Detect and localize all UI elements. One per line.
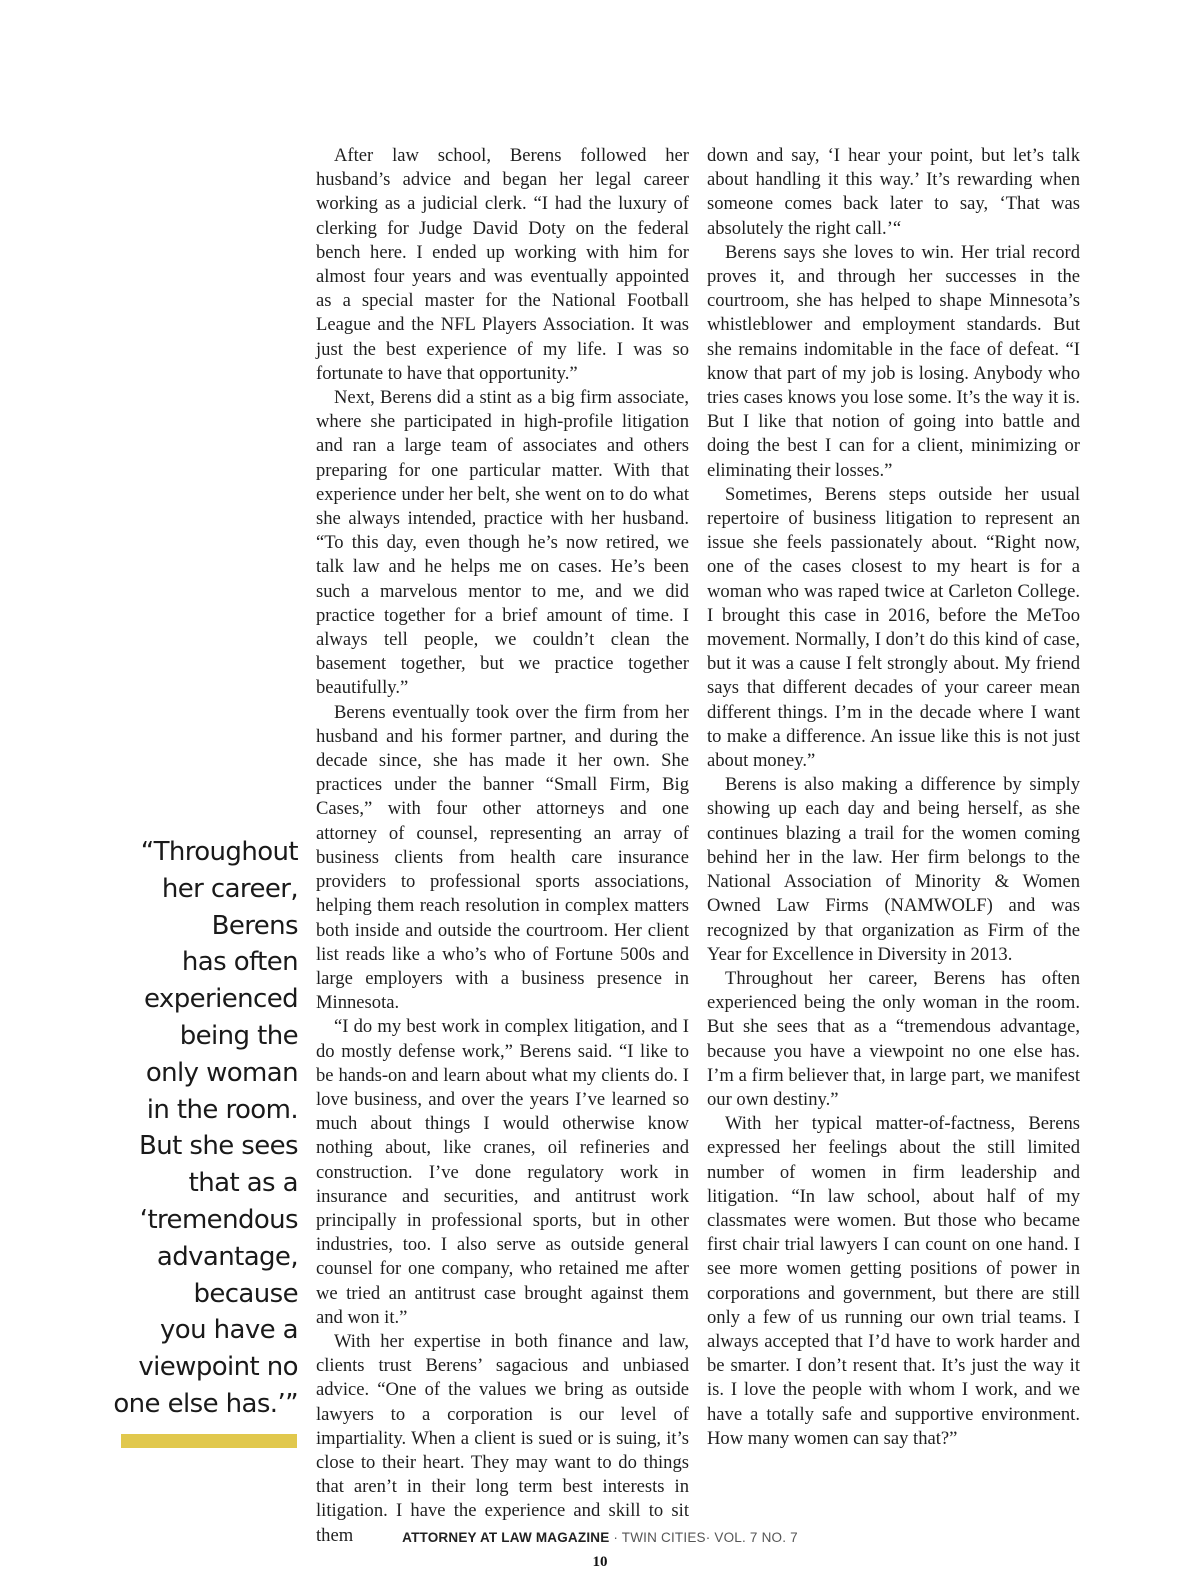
page-footer [0, 1530, 1200, 1545]
pull-quote-line: But she sees [139, 1131, 298, 1162]
magazine-name: ATTORNEY AT LAW MAGAZINE [402, 1530, 610, 1545]
footer-separator: · [705, 1530, 715, 1545]
pull-quote-line: in the room. [146, 1094, 298, 1125]
pull-quote-line: her career, [161, 873, 298, 904]
pull-quote-line: one else has.’” [113, 1388, 298, 1419]
volume-number: VOL. 7 NO. 7 [714, 1530, 798, 1545]
pull-quote-line: being the [179, 1020, 298, 1051]
footer-separator: · [609, 1530, 622, 1545]
pull-quote-line: “Throughout [140, 837, 298, 867]
pull-quote-line: viewpoint no [138, 1352, 298, 1383]
article-paragraph: Berens says she loves to win. Her trial record proves it, and through her successes in the courtroom, she has helped to shape Minnesota’s whistleblower and employment standards. But she remains indomitable in the face of defeat. “I know that part of my job is losing. Anybody who tries cases knows you lose some. It’s the way it is. But I like that notion of going into battle and doing the best I can for a client, minimizing or eliminating their losses.” [707, 241, 1080, 481]
article-paragraph: After law school, Berens followed her husband’s advice and began her legal career working as a judicial clerk. “I had the luxury of clerking for Judge David Doty on the federal bench here. I ended up working with him for almost four years and was eventually appointed as a special master for the National Football League and the NFL Players Association. It was just the best experience of my life. I was so fortunate to have that opportunity.” [316, 145, 689, 384]
pull-quote-line: only woman [145, 1057, 298, 1088]
page-number: 10 [592, 1554, 608, 1570]
pull-quote [112, 834, 298, 1423]
pull-quote-line: has often [181, 947, 298, 978]
article-paragraph: Sometimes, Berens steps outside her usual repertoire of business litigation to represent an issue she feels passionately about. “Right now, one of the cases closest to my heart is for a woman who was raped twice at Carleton College. I brought this case in 2016, before the MeToo movement. Normally, I don’t do this kind of case, but it was a cause I felt strongly about. My friend says that different decades of your career mean different things. I’m in the decade where I want to make a difference. An issue like this is not just about money.” [707, 483, 1080, 772]
pull-quote-accent-bar [121, 1434, 297, 1448]
pull-quote-line: that as a [188, 1168, 298, 1199]
pull-quote-line: ‘tremendous [139, 1204, 298, 1235]
edition-name: TWIN CITIES [621, 1530, 706, 1545]
article-paragraph: down and say, ‘I hear your point, but let’s talk about handling it this way.’ It’s rewarding when someone comes back later to say, ‘That was absolutely the right call.’“ [707, 145, 1080, 239]
pull-quote-line: you have a [159, 1315, 298, 1346]
pull-quote-line: because [193, 1278, 298, 1309]
pull-quote-line: Berens [211, 910, 298, 941]
article-paragraph: Next, Berens did a stint as a big firm associate, where she participated in high-profile litigation and ran a large team of associates and others preparing for one particular matter. With that experience under her belt, she went on to do what she always intended, practice with her husband. “To this day, even though he’s now retired, we talk law and he helps me on cases. He’s been such a marvelous mentor to me, and we did practice together for a brief amount of time. I always tell people, we couldn’t clean the basement together, but we practice together beautifully.” [316, 387, 689, 699]
article-paragraph: “I do my best work in complex litigation, and I do mostly defense work,” Berens said. “I like to be hands-on and learn about what my clients do. I love business, and over the years I’ve learned so much about things I would otherwise know nothing about, like cranes, oil refineries and construction. I’ve done regulatory work in insurance and securities, and antitrust work principally in professional sports, but in other industries, too. I also serve as outside general counsel for one company, who retained me after we tried an antitrust case brought against them and won it.” [316, 1016, 689, 1328]
article-column-2 [707, 144, 1080, 1451]
article-paragraph: Berens eventually took over the firm from her husband and his former partner, and during the decade since, she has made it her own. She practices under the banner “Small Firm, Big Cases,” with four other attorneys and one attorney of counsel, representing an array of business clients from health care insurance providers to professional sports associations, helping them reach resolution in complex matters both inside and outside the courtroom. Her client list reads like a who’s who of Fortune 500s and large employers with a business presence in Minnesota. [316, 701, 689, 1014]
article-paragraph: With her typical matter-of-factness, Berens expressed her feelings about the still limited number of women in firm leadership and litigation. “In law school, about half of my classmates were women. But those who became first chair trial lawyers I can count on one hand. I see more women getting positions of power in corporations and government, but there are still only a few of us running our own trial teams. I always accepted that I’d have to work harder and be smarter. I don’t resent that. It’s just the way it is. I love the people with whom I work, and we have a totally safe and supportive environment. How many women can say that?” [707, 1113, 1080, 1449]
article-paragraph: Throughout her career, Berens has often experienced being the only woman in the room. But she sees that as a “tremendous advantage, because you have a viewpoint no one else has. I’m a firm believer that, in large part, we manifest our own destiny.” [707, 967, 1080, 1110]
pull-quote-line: advantage, [156, 1241, 298, 1272]
article-paragraph: With her expertise in both finance and law, clients trust Berens’ sagacious and unbiased advice. “One of the values we bring as outside lawyers to a corporation is our level of impartiality. When a client is sued or is suing, it’s close to their heart. They may want to do things that aren’t in their long term best interests in litigation. I have the experience and skill to sit them [316, 1330, 689, 1546]
article-paragraph: Berens is also making a difference by simply showing up each day and being herself, as she continues blazing a trail for the women coming behind her in the law. Her firm belongs to the National Association of Minority & Women Owned Law Firms (NAMWOLF) and was recognized by that organization as Firm of the Year for Excellence in Diversity in 2013. [707, 774, 1080, 965]
pull-quote-line: experienced [143, 984, 298, 1015]
article-column-1 [316, 144, 689, 1548]
